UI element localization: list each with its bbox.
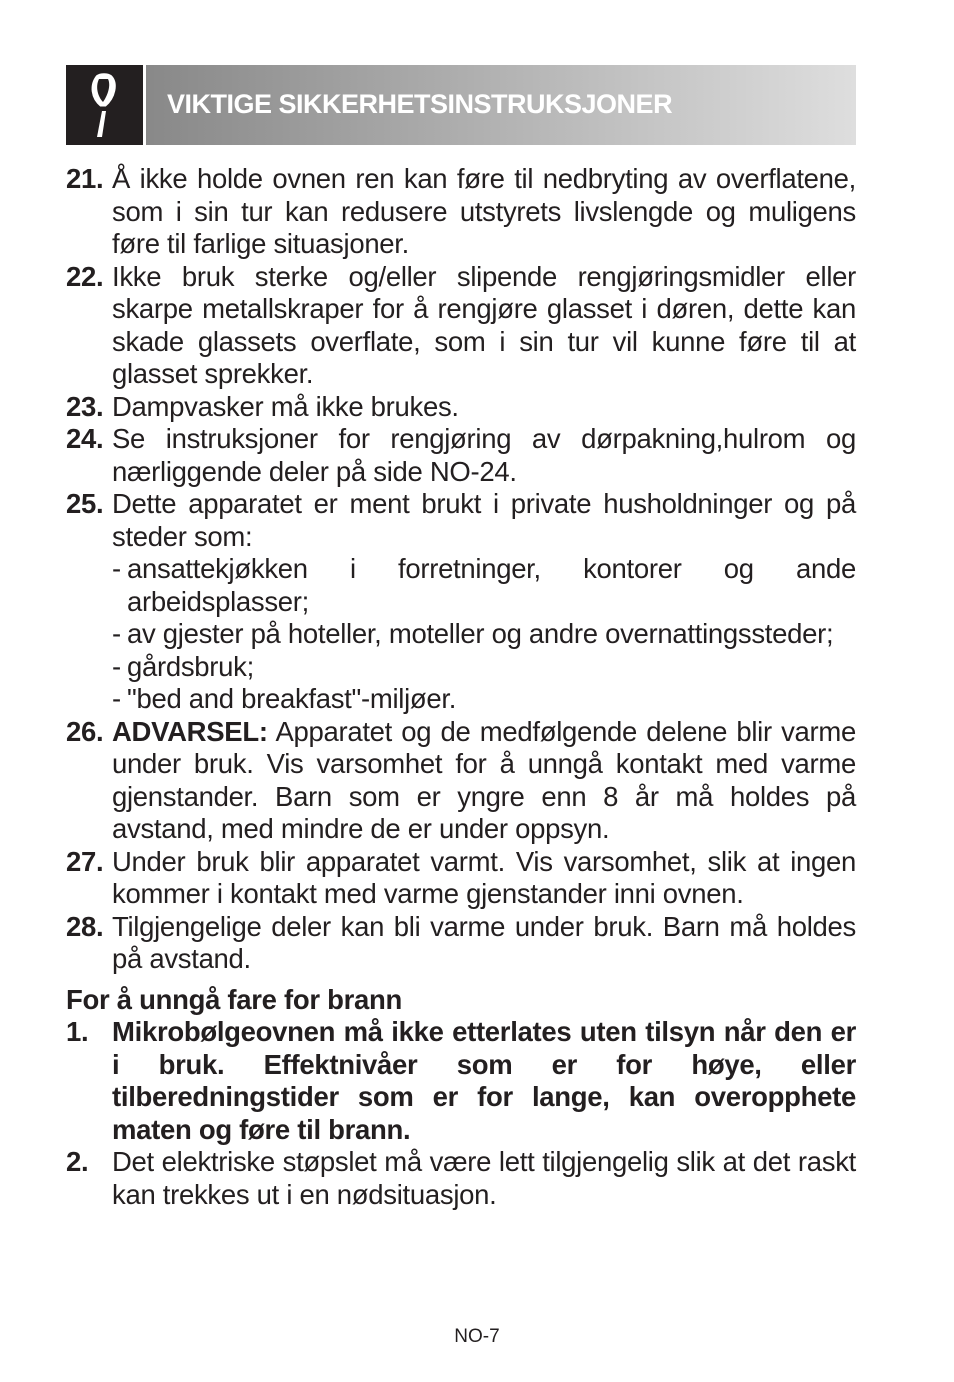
item-text: Det elektriske støpslet må være lett tilgjengelig slik at det raskt kan trekkes ut i en nødsituasjon. bbox=[112, 1146, 856, 1210]
item-text: Ikke bruk sterke og/eller slipende rengjøringsmidler eller skarpe metallskraper for å rengjøre glasset i døren, dette kan skade glassets overflate, som i sin tur vil kunne føre til at glasset sprekker. bbox=[112, 260, 856, 389]
list-item-22 bbox=[66, 261, 856, 391]
item-number: 1. bbox=[66, 1016, 89, 1047]
item-text: Å ikke holde ovnen ren kan føre til nedbryting av overflatene, som i sin tur kan redusere utstyrets livslengde og muligens føre til farlige situasjoner. bbox=[112, 163, 856, 259]
exclamation-warning-icon bbox=[86, 71, 122, 139]
sub-item-text: "bed and breakfast"-miljøer. bbox=[127, 683, 457, 714]
sub-list bbox=[112, 553, 856, 716]
sub-list-item: - "bed and breakfast"-miljøer. bbox=[112, 683, 457, 714]
page-number: NO-7 bbox=[454, 1326, 500, 1347]
item-number: 22. bbox=[66, 260, 104, 292]
warning-icon-box bbox=[66, 65, 143, 145]
item-number: 26. bbox=[66, 715, 104, 747]
header-title: VIKTIGE SIKKERHETSINSTRUKSJONER bbox=[167, 89, 673, 119]
list-item-26 bbox=[66, 716, 856, 846]
list-item-24 bbox=[66, 423, 856, 488]
sub-item-text: av gjester på hoteller, moteller og andre overnattingssteder; bbox=[127, 618, 834, 649]
header-divider bbox=[143, 65, 146, 145]
list-item-27 bbox=[66, 846, 856, 911]
sub-list-item: - gårdsbruk; bbox=[112, 650, 254, 682]
item-text: Dette apparatet er ment brukt i private husholdninger og på steder som: bbox=[112, 488, 856, 552]
list-item-23 bbox=[66, 391, 856, 424]
list-item-28 bbox=[66, 911, 856, 976]
list-item-25 bbox=[66, 488, 856, 716]
item-number: 21. bbox=[66, 163, 104, 194]
item-text: Apparatet og de medfølgende delene blir varme under bruk. Vis varsomhet for å unngå kontakt med varme gjenstander. Barn som er yngre enn 8 år må holdes på avstand, med mindre de er under oppsyn. bbox=[112, 715, 856, 844]
item-text: Se instruksjoner for rengjøring av dørpakning,hulrom og nærliggende deler på side NO-24. bbox=[112, 423, 856, 487]
item-number: 24. bbox=[66, 423, 104, 454]
item-number: 23. bbox=[66, 390, 104, 422]
fire-list-item-2 bbox=[66, 1146, 856, 1211]
item-text: Tilgjengelige deler kan bli varme under bruk. Barn må holdes på avstand. bbox=[112, 910, 856, 974]
sub-item-text: ansattekjøkken i forretninger, kontorer og ande arbeidsplasser; bbox=[127, 553, 856, 617]
item-text: Dampvasker må ikke brukes. bbox=[112, 390, 459, 422]
item-number: 28. bbox=[66, 910, 104, 942]
item-text: Mikrobølgeovnen må ikke etterlates uten tilsyn når den er i bruk. Effektnivåer som er for høye, eller tilberedningstider som er for lange, kan overopphete maten og føre til brann. bbox=[112, 1016, 856, 1145]
list-item-21 bbox=[66, 163, 856, 261]
instructions-content bbox=[66, 163, 856, 1211]
sub-list-item: - ansattekjøkken i forretninger, kontorer og ande arbeidsplasser; bbox=[112, 553, 856, 617]
item-number: 2. bbox=[66, 1146, 89, 1177]
warning-lead: ADVARSEL: bbox=[112, 715, 268, 747]
sub-list-item: - av gjester på hoteller, moteller og andre overnattingssteder; bbox=[112, 618, 834, 649]
item-number: 27. bbox=[66, 845, 104, 877]
fire-list-item-1 bbox=[66, 1016, 856, 1146]
fire-section-heading: For å unngå fare for brann bbox=[66, 983, 402, 1015]
sub-item-text: gårdsbruk; bbox=[127, 650, 254, 682]
section-header bbox=[66, 65, 856, 145]
item-number: 25. bbox=[66, 488, 104, 519]
item-text: Under bruk blir apparatet varmt. Vis varsomhet, slik at ingen kommer i kontakt med varme gjenstander inni ovnen. bbox=[112, 845, 856, 909]
